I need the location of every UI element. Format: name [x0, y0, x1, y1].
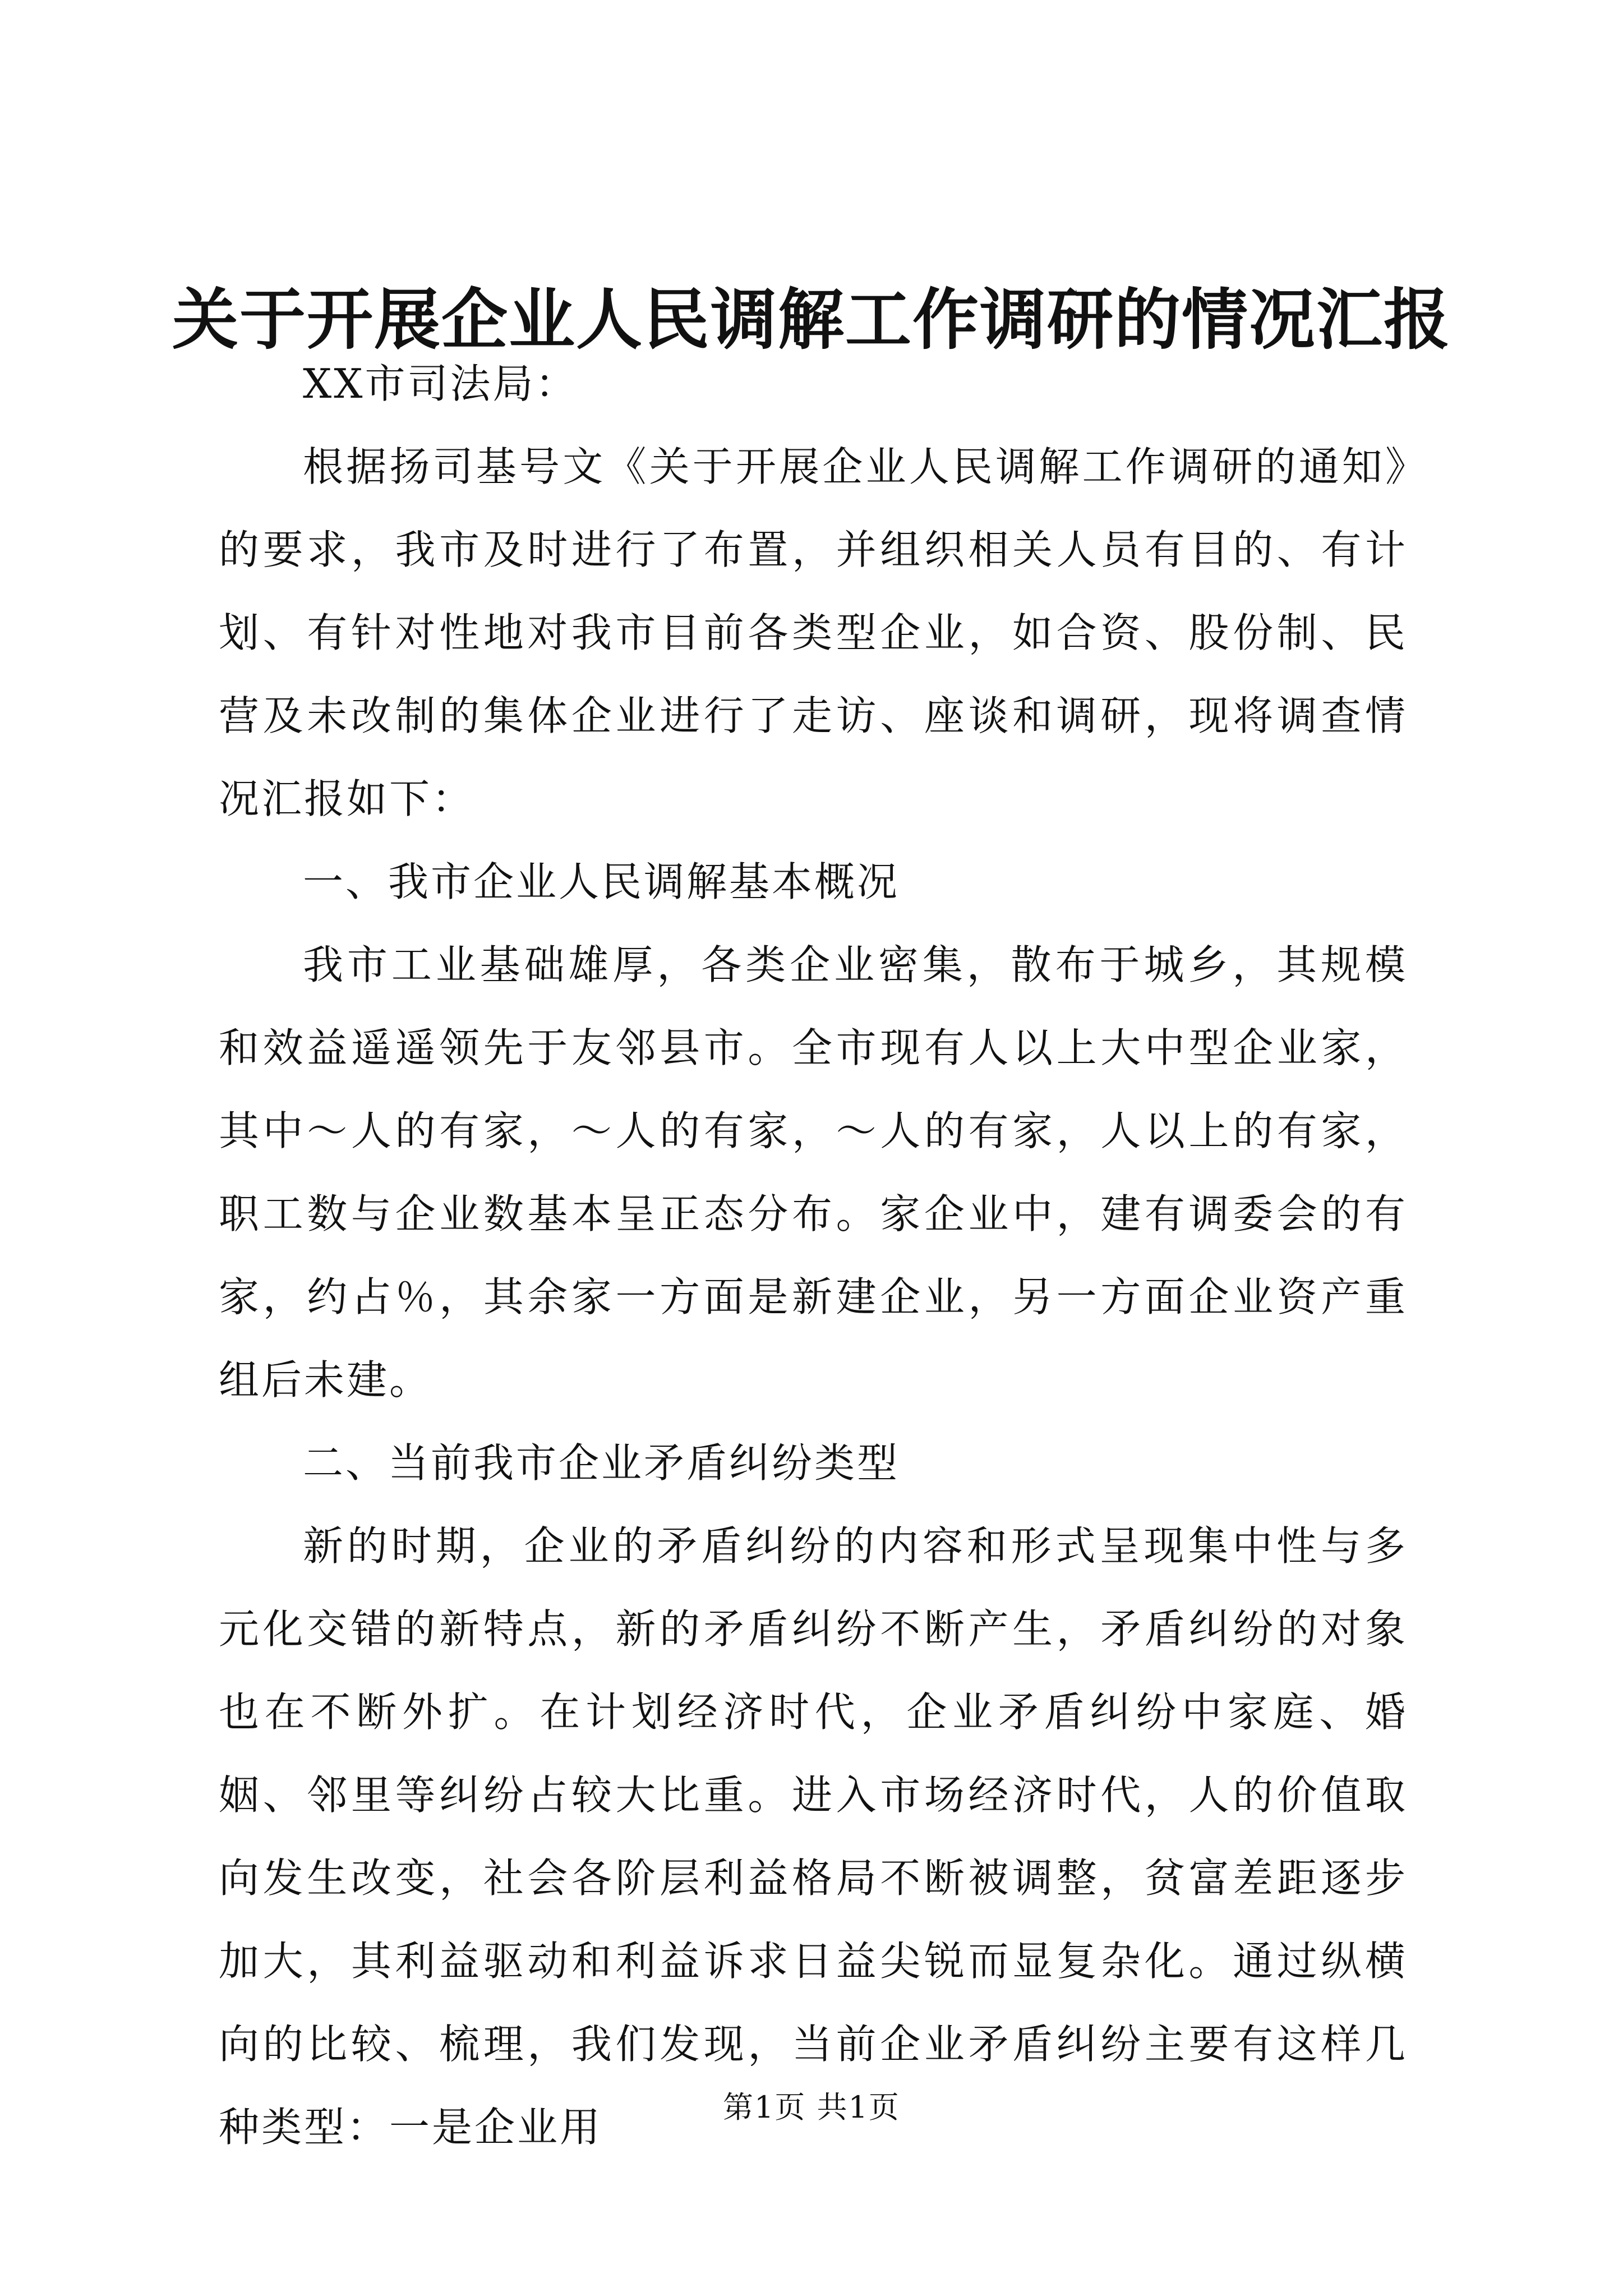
document-title: 关于开展企业人民调解工作调研的情况汇报	[172, 280, 1451, 358]
paragraph-overview: 我市工业基础雄厚，各类企业密集，散布于城乡，其规模和效益遥遥领先于友邻县市。全市现有人以上大中型企业家，其中～人的有家，～人的有家，～人的有家，人以上的有家，职工数与企业数基本呈正态分布。家企业中，建有调委会的有家，约占％，其余家一方面是新建企业，另一方面企业资产重组后未建。	[219, 941, 1408, 1404]
page-footer: 第1页 共1页	[723, 2090, 900, 2125]
paragraph-intro: 根据扬司基号文《关于开展企业人民调解工作调研的通知》的要求，我市及时进行了布置，并组织相关人员有目的、有计划、有针对性地对我市目前各类型企业，如合资、股份制、民营及未改制的集体企业进行了走访、座谈和调研，现将调查情况汇报如下：	[219, 443, 1408, 822]
salutation: XX市司法局：	[303, 360, 578, 407]
paragraph-dispute-types: 新的时期，企业的矛盾纠纷的内容和形式呈现集中性与多元化交错的新特点，新的矛盾纠纷不断产生，矛盾纠纷的对象也在不断外扩。在计划经济时代，企业矛盾纠纷中家庭、婚姻、邻里等纠纷占较大比重。进入市场经济时代，人的价值取向发生改变，社会各阶层利益格局不断被调整，贫富差距逐步加大，其利益驱动和利益诉求日益尖锐而显复杂化。通过纵横向的比较、梳理，我们发现，当前企业矛盾纠纷主要有这样几种类型：一是企业用	[219, 1522, 1408, 2151]
section-heading-1: 一、我市企业人民调解基本概况	[303, 858, 900, 905]
document-body	[219, 342, 1408, 2169]
section-heading-2: 二、当前我市企业矛盾纠纷类型	[303, 1439, 900, 1487]
